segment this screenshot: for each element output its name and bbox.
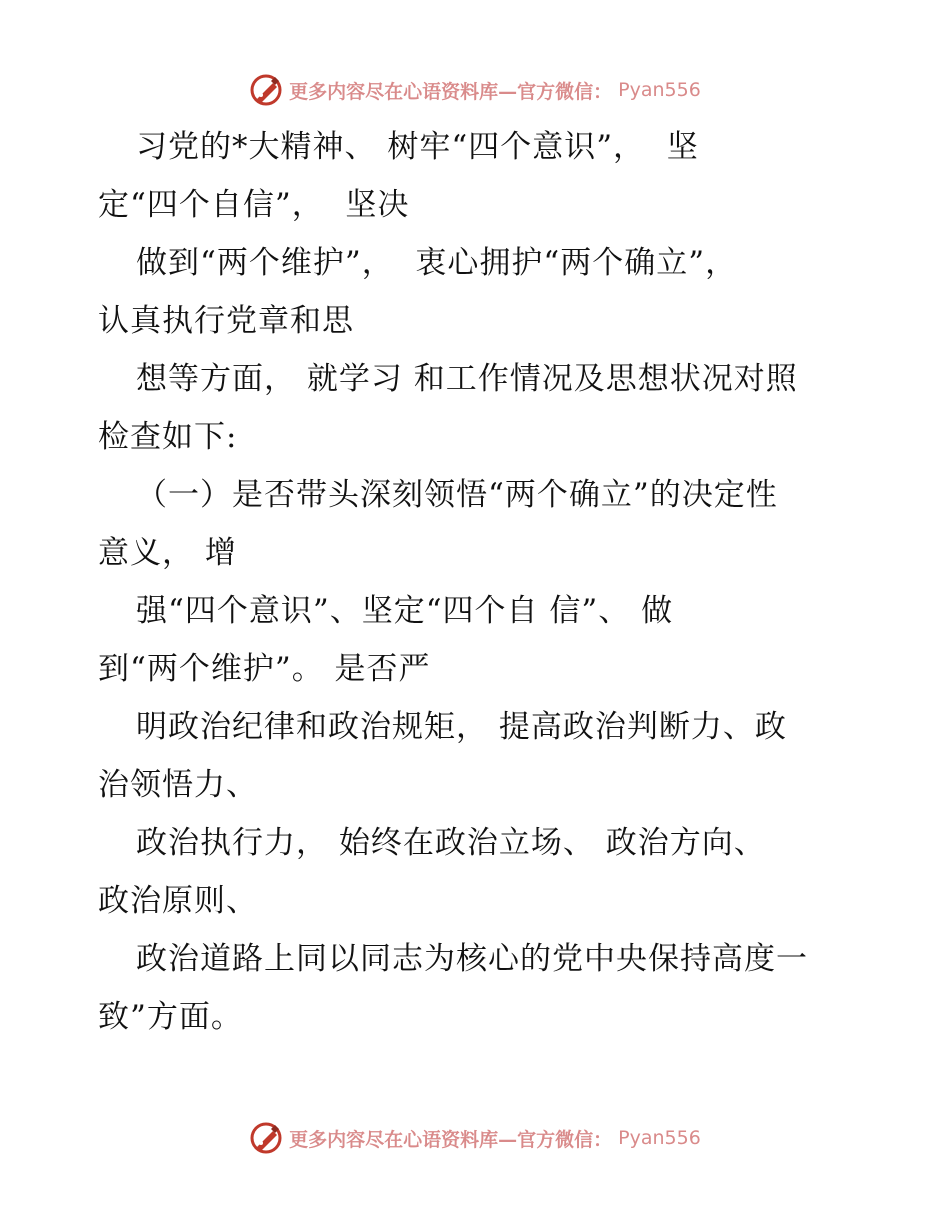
body-line: 做到“两个维护”， 衷心拥护“两个确立”，	[136, 245, 738, 281]
body-line: 意义， 增	[98, 535, 237, 571]
pen-logo-icon	[249, 73, 283, 107]
body-line: 习党的*大精神、 树牢“四个意识”， 坚	[136, 129, 699, 165]
body-line: 政治执行力， 始终在政治立场、 政治方向、	[136, 825, 766, 861]
watermark-header	[0, 70, 950, 110]
pen-logo-icon	[249, 1121, 283, 1155]
watermark-text: 更多内容尽在心语资料库—官方微信：	[289, 1128, 613, 1151]
body-line: 治领悟力、	[98, 767, 258, 803]
body-line: 强“四个意识”、坚定“四个自 信”、 做	[136, 593, 674, 629]
watermark-contact: Pyan556	[618, 1127, 701, 1149]
body-line: 致”方面。	[98, 999, 243, 1035]
body-line: 检查如下:	[98, 419, 238, 455]
document-body	[98, 118, 868, 1046]
watermark-contact: Pyan556	[618, 79, 701, 101]
body-line: 明政治纪律和政治规矩， 提高政治判断力、政	[136, 709, 787, 745]
body-line: 想等方面， 就学习 和工作情况及思想状况对照	[136, 361, 798, 397]
body-line: 政治道路上同以同志为核心的党中央保持高度一	[136, 941, 808, 977]
watermark-footer	[0, 1118, 950, 1158]
watermark-text: 更多内容尽在心语资料库—官方微信：	[289, 80, 613, 103]
body-line: 政治原则、	[98, 883, 258, 919]
body-line: 定“四个自信”， 坚决	[98, 187, 410, 223]
body-line: 到“两个维护”。 是否严	[98, 651, 431, 687]
body-line: 认真执行党章和思	[98, 303, 354, 339]
body-line: （一）是否带头深刻领悟“两个确立”的决定性	[136, 477, 778, 513]
